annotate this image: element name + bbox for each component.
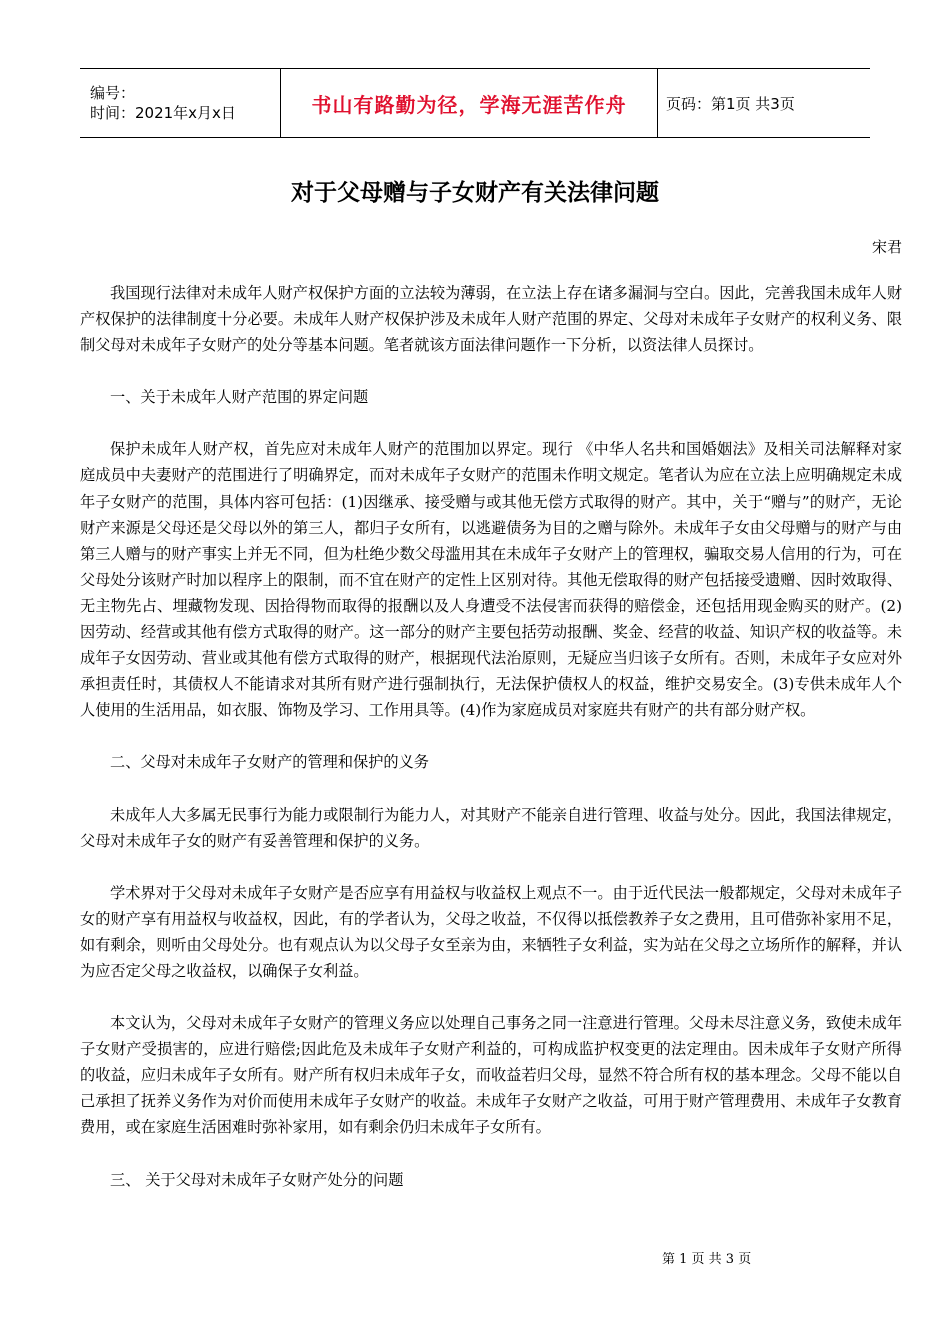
header-table xyxy=(80,68,870,138)
paragraph-academic-views: 学术界对于父母对未成年子女财产是否应享有用益权与收益权上观点不一。由于近代民法一般都规定，父母对未成年子女的财产享有用益权与收益权，因此，有的学者认为，父母之收益，不仅得以抵偿教养子女之费用，且可借弥补家用不足，如有剩余，则听由父母处分。也有观点认为以父母子女至亲为由，来牺牲子女利益，实为站在父母之立场所作的解释，并认为应否定父母之收益权，以确保子女利益。 xyxy=(80,883,902,980)
header-page-cell xyxy=(658,69,870,137)
section-heading-2: 二、父母对未成年子女财产的管理和保护的义务 xyxy=(110,753,429,772)
document-title: 对于父母赠与子女财产有关法律问题 xyxy=(291,180,659,206)
section-heading-3: 三、 关于父母对未成年子女财产处分的问题 xyxy=(110,1170,404,1189)
header-page-info: 页码：第1页 共3页 xyxy=(666,94,795,113)
paragraph-author-view: 本文认为，父母对未成年子女财产的管理义务应以处理自己事务之同一注意进行管理。父母未尽注意义务，致使未成年子女财产受损害的，应进行赔偿;因此危及未成年子女财产利益的，可构成监护权变更的法定理由。因未成年子女财产所得的收益，应归未成年子女所有。财产所有权归未成年子女，而收益若归父母，显然不符合所有权的基本理念。父母不能以自己承担了抚养义务作为对价而使用未成年子女财产的收益。未成年子女财产之收益，可用于财产管理费用、未成年子女教育费用，或在家庭生活困难时弥补家用，如有剩余仍归未成年子女所有。 xyxy=(80,1014,902,1137)
document-body xyxy=(80,280,902,1219)
document-author: 宋君 xyxy=(871,238,902,256)
paragraph-intro: 我国现行法律对未成年人财产权保护方面的立法较为薄弱，在立法上存在诸多漏洞与空白。因此，完善我国未成年人财产权保护的法律制度十分必要。未成年人财产权保护涉及未成年人财产范围的界定、父母对未成年子女财产的权利义务、限制父母对未成年子女财产的处分等基本问题。笔者就该方面法律问题作一下分析，以资法律人员探讨。 xyxy=(80,284,902,355)
section-heading-1: 一、关于未成年人财产范围的界定问题 xyxy=(110,388,369,407)
header-meta-cell xyxy=(80,69,280,137)
header-motto-cell xyxy=(280,69,658,137)
paragraph-duty: 未成年人大多属无民事行为能力或限制行为能力人，对其财产不能亲自进行管理、收益与处分。因此，我国法律规定，父母对未成年子女的财产有妥善管理和保护的义务。 xyxy=(80,805,902,850)
header-motto: 书山有路勤为径，学海无涯苦作舟 xyxy=(311,92,627,117)
paragraph-property-scope: 保护未成年人财产权，首先应对未成年人财产的范围加以界定。现行 《中华人名共和国婚姻法》及相关司法解释对家庭成员中夫妻财产的范围进行了明确界定，而对未成年子女财产的范围未作明文规定。笔者认为应在立法上应明确规定未成年子女财产的范围，具体内容可包括：(1)因继承、接受赠与或其他无偿方式取得的财产。其中，关于“赠与”的财产，无论财产来源是父母还是父母以外的第三人，都归子女所有，以逃避债务为目的之赠与除外。未成年子女由父母赠与的财产与由第三人赠与的财产事实上并无不同，但为杜绝少数父母滥用其在未成年子女财产上的管理权，骗取交易人信用的行为，可在父母处分该财产时加以程序上的限制，而不宜在财产的定性上区别对待。其他无偿取得的财产包括接受遗赠、因时效取得、无主物先占、埋藏物发现、因拾得物而取得的报酬以及人身遭受不法侵害而获得的赔偿金，还包括用现金购买的财产。(2)因劳动、经营或其他有偿方式取得的财产。这一部分的财产主要包括劳动报酬、奖金、经营的收益、知识产权的收益等。未成年子女因劳动、营业或其他有偿方式取得的财产，根据现代法治原则，无疑应当归该子女所有。否则，未成年子女应对外承担责任时，其债权人不能请求对其所有财产进行强制执行，无法保护债权人的权益，维护交易安全。(3)专供未成年人个人使用的生活用品，如衣服、饰物及学习、工作用具等。(4)作为家庭成员对家庭共有财产的共有部分财产权。 xyxy=(80,440,902,720)
page-footer: 第 1 页 共 3 页 xyxy=(662,1252,752,1267)
document-time-label: 时间：2021年x月x日 xyxy=(90,104,236,122)
document-number-label: 编号： xyxy=(90,84,136,102)
